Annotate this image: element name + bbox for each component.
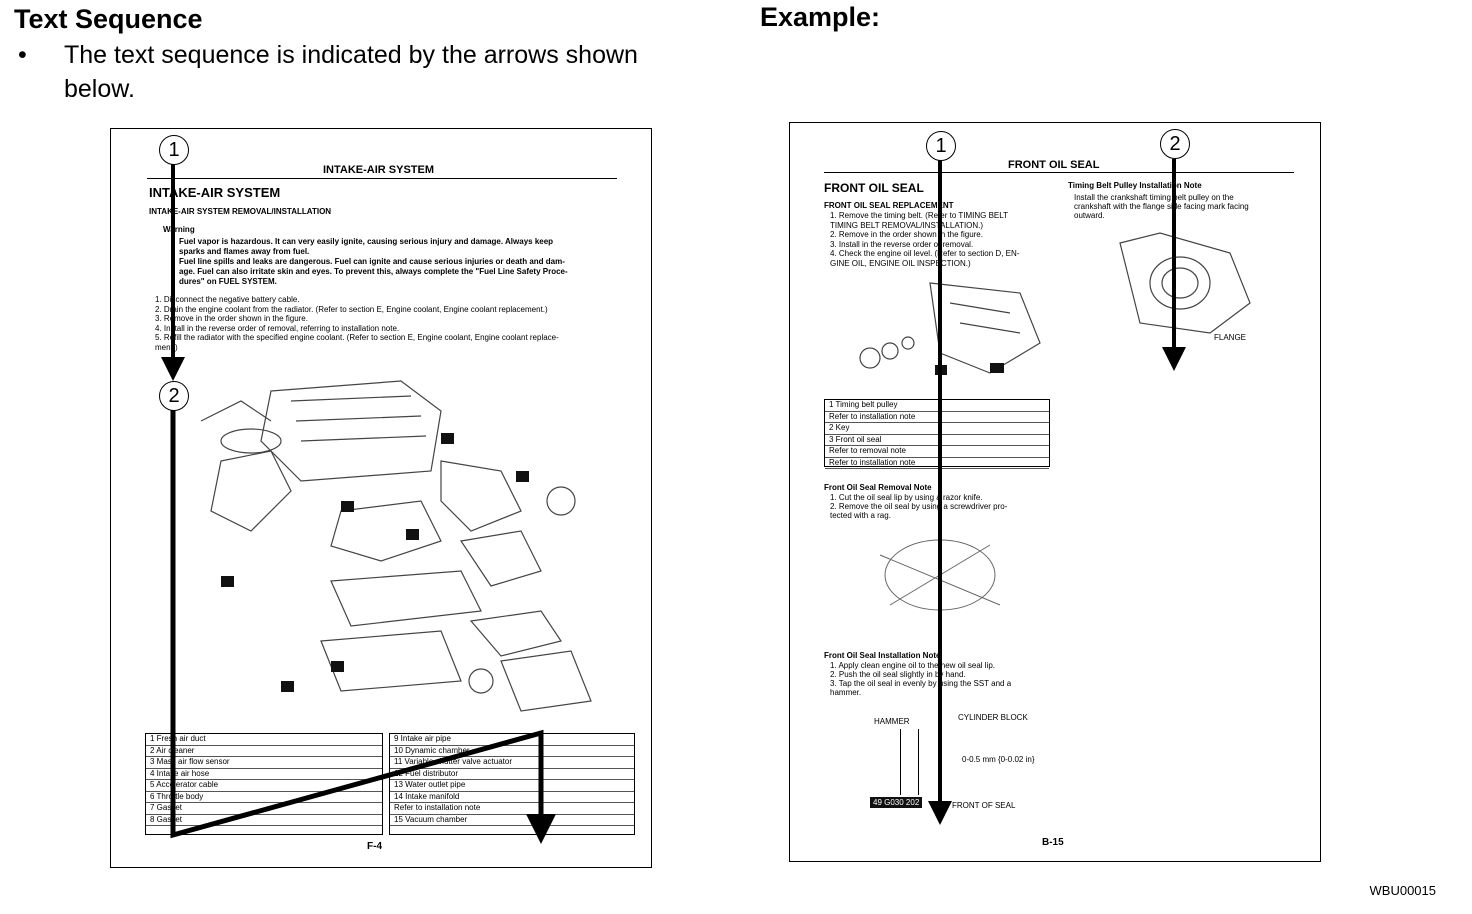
removal-note-steps: 1. Cut the oil seal lip by using a razor knife. 2. Remove the oil seal by using a screwdriver pro- tected with a rag. (830, 493, 1008, 520)
page1-subtitle: INTAKE-AIR SYSTEM REMOVAL/INSTALLATION (149, 207, 332, 216)
label-front: FRONT OF SEAL (952, 801, 1016, 810)
page2-subtitle: FRONT OIL SEAL REPLACEMENT (824, 201, 954, 210)
page1-header: INTAKE-AIR SYSTEM (323, 164, 435, 176)
page2-step-2-marker: 2 (1160, 129, 1190, 159)
bullet: • (18, 41, 27, 69)
page1-title: INTAKE-AIR SYSTEM (149, 185, 281, 200)
page2-table: 1 Timing belt pulley Refer to installation note 2 Key 3 Front oil seal Refer to removal note Refer to installation note (824, 399, 1050, 467)
page1-footer: F-4 (367, 841, 382, 852)
text-sequence-heading: Text Sequence (14, 4, 203, 34)
page1-step-1-marker: 1 (159, 135, 189, 165)
page1-table-left: 1 Fresh air duct 2 Air cleaner 3 Mass air flow sensor 4 Intake air hose 5 Accelerator cable 6 Throttle body 7 Gasket 8 Gasket (145, 733, 383, 835)
manual-page-front-oil-seal (789, 122, 1321, 862)
page1-steps: 1. Disconnect the negative battery cable. 2. Drain the engine coolant from the radiator. (Refer to section E, Engine coolant, Engine coolant replacement.) 3. Remove in the order shown in the figure. 4. Install in the reverse order of removal, referring to installation note. 5. Refill the radiator with the specified engine coolant. (Refer to section E, Engine coolant, Engine coolant replace- ment.) (155, 295, 559, 352)
example-heading: Example: (760, 2, 881, 32)
page1-step-2-marker: 2 (159, 381, 189, 411)
page2-steps: 1. Remove the timing belt. (Refer to TIMING BELT TIMING BELT REMOVAL/INSTALLATION.) 2. Remove in the order shown in the figure. 3. Install in the reverse order of removal. 4. Check the engine oil level. (Refer to section D, EN- GINE OIL, ENGINE OIL INSPECTION.) (830, 211, 1020, 268)
install-note-steps: 1. Apply clean engine oil to the new oil seal lip. 2. Push the oil seal slightly in by hand. 3. Tap the oil seal in evenly by using the SST and a hammer. (830, 661, 1012, 697)
page2-header: FRONT OIL SEAL (1008, 159, 1100, 171)
page2-sequence-arrows (790, 123, 1320, 861)
label-dimension: 0-0.5 mm {0-0.02 in} (962, 755, 1035, 764)
page2-right-text: Install the crankshaft timing belt pulley on the crankshaft with the flange side facing mark facing outward. (1074, 193, 1249, 220)
label-flange: FLANGE (1214, 333, 1247, 342)
label-sst: 49 G030 202 (870, 797, 922, 808)
bullet-text: The text sequence is indicated by the arrows shown below. (64, 41, 638, 103)
page2-title: FRONT OIL SEAL (824, 181, 924, 195)
page1-table-right: 9 Intake air pipe 10 Dynamic chamber 11 Variable shutter valve actuator 12 Fuel distributor 13 Water outlet pipe 14 Intake manifold Refer to installation note 15 Vacuum chamber (389, 733, 635, 835)
manual-page-intake-air (110, 128, 652, 868)
document-code: WBU00015 (1369, 883, 1436, 898)
page2-step-1-marker: 1 (926, 131, 956, 161)
page1-sequence-arrows (111, 129, 651, 867)
page1-warning: Fuel vapor is hazardous. It can very easily ignite, causing serious injury and damage. Always keep sparks and flames away from fuel. Fuel line spills and leaks are dangerous. Fuel can ignite and cause serious injuries or death and dam- age. Fuel can also irritate skin and eyes. To prevent this, always complete the "Fuel Line Safety Proce- dures" on FUEL SYSTEM. (179, 237, 568, 286)
label-hammer: HAMMER (874, 717, 910, 726)
page2-right-title: Timing Belt Pulley Installation Note (1068, 181, 1202, 190)
install-note-title: Front Oil Seal Installation Note (824, 651, 941, 660)
page2-footer: B-15 (1042, 837, 1064, 848)
page1-warning-label: Warning (163, 225, 195, 234)
label-cylinder-block: CYLINDER BLOCK (958, 713, 1028, 722)
removal-note-title: Front Oil Seal Removal Note (824, 483, 932, 492)
